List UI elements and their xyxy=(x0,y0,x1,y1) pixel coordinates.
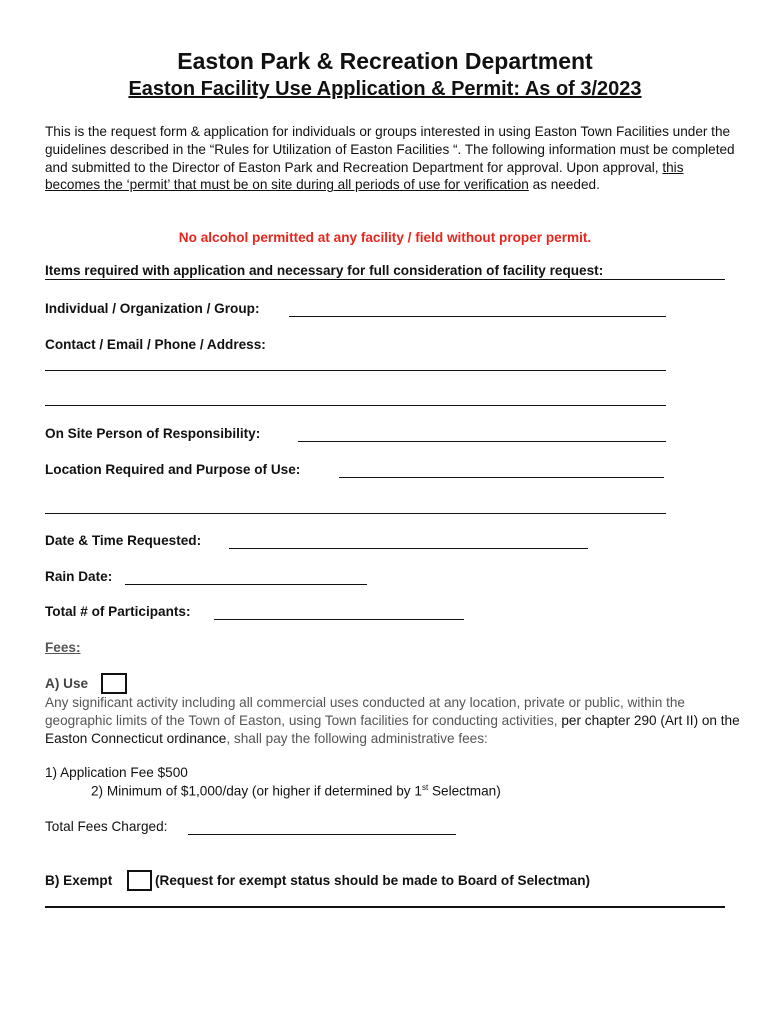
intro-text-1: This is the request form & application for individuals or groups interested in using Easton Town Facilities under the guidelines described in the “Rules for Utilization of Easton Facilities “. The following information must be completed and submitted to the Director of Easton Park and Recreation Department for approval. Upon approval, xyxy=(45,124,735,175)
onsite-label: On Site Person of Responsibility: xyxy=(45,426,261,441)
fee-minimum xyxy=(91,783,501,799)
use-label: A) Use xyxy=(45,676,89,691)
bottom-rule xyxy=(45,906,725,908)
date-label: Date & Time Requested: xyxy=(45,533,202,548)
department-title: Easton Park & Recreation Department xyxy=(177,48,593,74)
form-title: Easton Facility Use Application & Permit: As of 3/2023 xyxy=(128,78,642,100)
use-text-ordinance: per chapter 290 (Art II) on the Easton Connecticut ordinance xyxy=(45,713,740,746)
items-heading: Items required with application and necessary for full consideration of facility request: xyxy=(45,263,604,278)
use-description xyxy=(45,694,745,748)
location-label: Location Required and Purpose of Use: xyxy=(45,462,301,477)
use-text-2: , shall pay the following administrative fees: xyxy=(226,731,488,746)
total-fees-field[interactable] xyxy=(188,817,456,835)
intro-underlined-text: this becomes the ‘permit’ that must be on site during all periods of use for verification xyxy=(45,159,684,193)
participants-label: Total # of Participants: xyxy=(45,604,191,619)
location-field-line-2[interactable] xyxy=(45,513,666,514)
contact-label: Contact / Email / Phone / Address: xyxy=(45,337,266,352)
intro-text-2: as needed. xyxy=(528,177,600,193)
date-field[interactable] xyxy=(229,531,588,549)
use-text-1: Any significant activity including all commercial uses conducted at any location, private or public, within the geographic limits of the Town of Easton, using Town facilities for conducting activities, xyxy=(45,695,685,728)
individual-field[interactable] xyxy=(289,299,666,317)
rain-date-field[interactable] xyxy=(125,567,367,585)
fee-application: 1) Application Fee $500 xyxy=(45,765,188,780)
alcohol-warning: No alcohol permitted at any facility / field without proper permit. xyxy=(178,230,592,245)
total-fees-label: Total Fees Charged: xyxy=(45,819,168,834)
fee-minimum-pre: 2) Minimum of $1,000/day (or higher if determined by 1 xyxy=(91,783,422,799)
contact-field-line-2[interactable] xyxy=(45,405,666,406)
fee-minimum-sup: st xyxy=(421,783,429,792)
participants-field[interactable] xyxy=(214,602,464,620)
onsite-field[interactable] xyxy=(298,424,666,442)
rain-date-label: Rain Date: xyxy=(45,569,113,584)
individual-label: Individual / Organization / Group: xyxy=(45,301,260,316)
location-field[interactable] xyxy=(339,460,664,478)
fees-heading: Fees: xyxy=(45,640,81,655)
intro-paragraph xyxy=(45,123,735,194)
exempt-note: (Request for exempt status should be made to Board of Selectman) xyxy=(155,873,591,888)
contact-field[interactable] xyxy=(45,353,666,371)
fee-minimum-post: Selectman) xyxy=(428,783,501,799)
heading-rule xyxy=(45,279,725,280)
use-checkbox[interactable] xyxy=(101,673,127,694)
exempt-checkbox[interactable] xyxy=(127,870,152,891)
exempt-label: B) Exempt xyxy=(45,873,113,888)
